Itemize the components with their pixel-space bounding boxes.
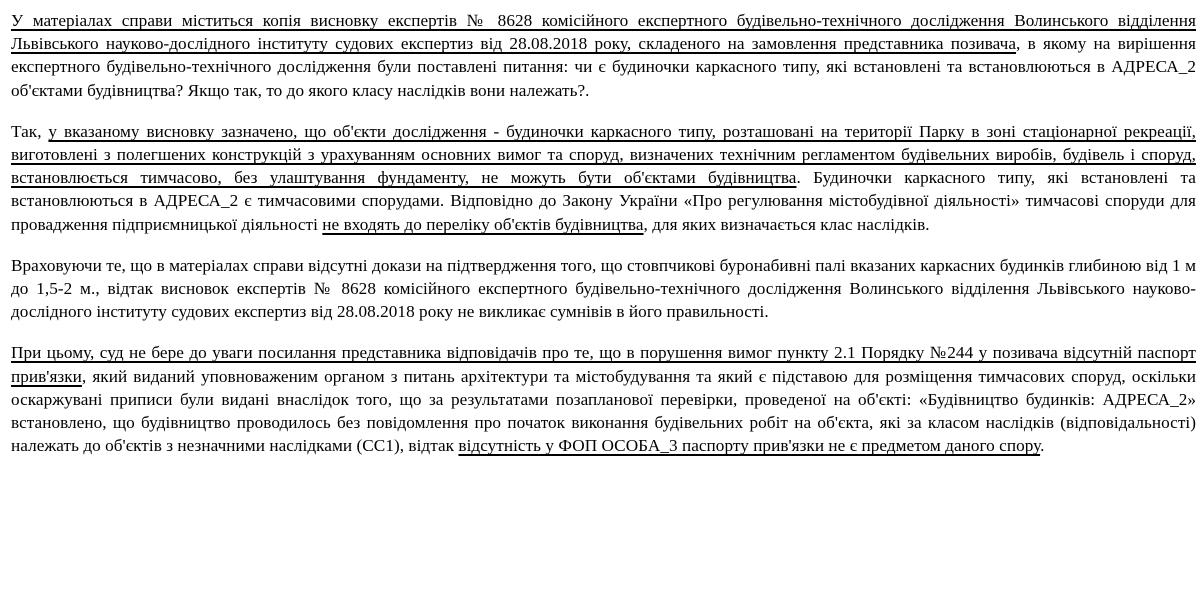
paragraph-expert-conclusion-copy bbox=[11, 9, 1196, 102]
plain-text: , для яких визначається клас наслідків. bbox=[643, 214, 930, 234]
paragraph-court-position bbox=[11, 341, 1196, 457]
plain-text: Так, bbox=[11, 121, 49, 141]
paragraph-conclusion-findings bbox=[11, 120, 1196, 236]
underlined-text: При цьому, суд не бере до уваги посилання представника відповідачів про те, що в порушення вимог пункту 2.1 Порядку №244 у позивача відсутній паспорт прив'язки bbox=[11, 343, 1196, 386]
underlined-text: У матеріалах справи міститься копія висновку експертів № 8628 комісійного експертного будівельно-технічного дослідження Волинського відділення Львівського науково-дослідного інституту судових експертиз від 28.08.2018 року, складеного на замовлення представника позивача bbox=[11, 11, 1196, 54]
plain-text: , який виданий уповноваженим органом з питань архітектури та містобудування та який є підставою для розміщення тимчасових споруд, оскільки оскаржувані приписи були видані внаслідок того, що за результатами позапланової перевірки, проведеної на об'єкті: «Будівництво будинків: АДРЕСА_2» встановлено, що будівництво проводилось без повідомлення про початок виконання будівельних робіт на об'єкта, які за класом наслідків (відповідальності) належать до об'єктів з незначними наслідками (СС1), відтак bbox=[11, 366, 1196, 456]
underlined-text: у вказаному висновку зазначено, що об'єкти дослідження - будиночки каркасного типу, розташовані на території Парку в зоні стаціонарної рекреації, виготовлені з полегшених конструкцій з урахуванням основних вимог та споруд, визначених технічним регламентом будівельних виробів, будівель і споруд, встановлюється тимчасово, без улаштування фундаменту, не можуть бути об'єктами будівництва bbox=[11, 121, 1196, 188]
underlined-text: не входять до переліку об'єктів будівництва bbox=[322, 214, 644, 234]
paragraph-no-evidence bbox=[11, 254, 1196, 324]
plain-text: . Будиночки каркасного типу, які встановлені та встановлюються в АДРЕСА_2 є тимчасовими спорудами. Відповідно до Закону України «Про регулювання містобудівної діяльності» тимчасові споруди для провадження підприємницької діяльності bbox=[11, 168, 1196, 234]
plain-text: . bbox=[1040, 436, 1045, 456]
plain-text: , в якому на вирішення експертного будівельно-технічного дослідження були поставлені питання: чи є будиночки каркасного типу, які встановлені та встановлюються в АДРЕСА_2 об'єктами будівництва? Якщо так, то до якого класу наслідків вони належать?. bbox=[11, 34, 1196, 100]
underlined-text: відсутність у ФОП ОСОБА_3 паспорту прив'язки не є предметом даного спору bbox=[458, 436, 1041, 456]
plain-text: Враховуючи те, що в матеріалах справи відсутні докази на підтвердження того, що стовпчикові буронабивні палі вказаних каркасних будинків глибиною від 1 м до 1,5-2 м., відтак висновок експертів № 8628 комісійного експертного будівельно-технічного дослідження Волинського відділення Львівського науково-дослідного інституту судових експертиз від 28.08.2018 року не викликає сумнівів в його правильності. bbox=[11, 255, 1196, 322]
